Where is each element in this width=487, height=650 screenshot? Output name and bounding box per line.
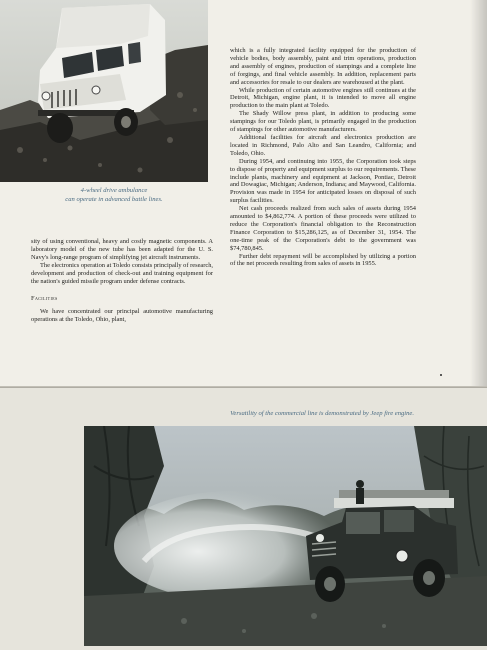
left-paragraph-1: sity of using conventional, heavy and costly magnetic components. A laboratory model of the new tube has been adapted for the U. S. Navy's long-range program of simplifying jet aircraft instruments.	[31, 238, 213, 261]
fire-engine-photo	[84, 426, 487, 646]
left-column	[31, 238, 213, 324]
right-paragraph-5: During 1954, and continuing into 1955, the Corporation took steps to dispose of property and equipment surplus to our requirements. These include plants, machinery and equipment at Jackson, Pontiac, Detroit and Dowagiac, Michigan; Anderson, Indiana; and Maywood, California. Provision was made in 1954 for anticipated losses on disposal of such surplus facilities.	[230, 157, 416, 205]
left-paragraph-2: The electronics operation at Toledo consists principally of research, development and production of check-out and training equipment for the nation's guided missile program under defense contracts.	[31, 261, 213, 285]
right-paragraph-4: Additional facilities for aircraft and electronics production are located in Richmond, Palo Alto and San Leandro, California; and Toledo, Ohio.	[230, 133, 416, 157]
facilities-heading: Facilities	[31, 295, 58, 303]
ambulance-caption: 4-wheel drive ambulance can operate in advanced battle lines.	[65, 187, 163, 203]
right-paragraph-6: Net cash proceeds realized from such sales of assets during 1954 amounted to $4,862,774. A portion of these proceeds were utilized to reduce the Corporation's financial obligation to the Reconstruction Finance Corporation to $15,286,125, as of December 31, 1954. The one-time peak of the Corporation's debt to the government was $74,780,845.	[230, 205, 416, 252]
right-column	[230, 47, 416, 268]
page-shadow	[470, 0, 487, 388]
page-dot	[440, 374, 442, 376]
fire-engine-caption: Versatility of the commercial line is demonstrated by Jeep fire engine.	[230, 410, 414, 417]
facilities-paragraph: We have concentrated our principal automotive manufacturing operations at the Toledo, Ohio, plant,	[31, 308, 213, 324]
right-paragraph-2: While production of certain automotive engines still continues at the Detroit, Michigan, engine plant, it is intended to move all engine production to the main plant at Toledo.	[230, 86, 416, 110]
right-paragraph-7: Further debt repayment will be accomplished by utilizing a portion of the net proceeds resulting from sales of assets in 1955.	[230, 252, 416, 268]
right-paragraph-1: which is a fully integrated facility equipped for the production of vehicle bodies, body assembly, paint and trim operations, production and assembly of engines, production of stampings and a complete line of forgings, and final vehicle assembly. In addition, replacement parts and accessories for resale to our dealers are warehoused at the plant.	[230, 47, 416, 86]
ambulance-photo	[0, 0, 208, 182]
right-paragraph-3: The Shady Willow press plant, in addition to producing some stampings for our Toledo plant, is primarily engaged in the production of stampings for other automotive manufacturers.	[230, 110, 416, 134]
